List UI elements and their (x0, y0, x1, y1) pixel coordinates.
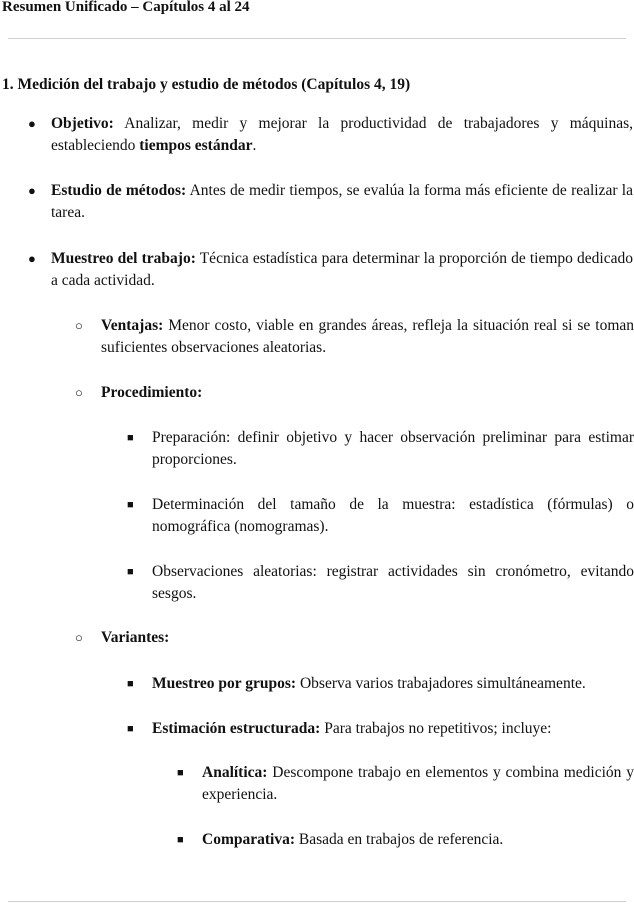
item-text: Descompone trabajo en elementos y combina medición y experiencia. (202, 764, 634, 803)
bottom-divider (8, 901, 626, 902)
list-item-muestreo-grupos (127, 673, 634, 695)
item-label: Analítica: (202, 764, 268, 781)
bullet-circle-icon: ○ (75, 385, 83, 400)
item-label: Muestreo del trabajo: (51, 250, 196, 267)
list-item-variantes (75, 627, 634, 649)
item-text: Preparación: definir objetivo y hacer observación preliminar para estimar proporciones. (152, 429, 634, 468)
item-label: Objetivo: (51, 115, 114, 132)
list-item-objetivo (28, 113, 633, 157)
section-heading: 1. Medición del trabajo y estudio de métodos (Capítulos 4, 19) (2, 76, 411, 93)
bullet-disc-icon: ● (28, 251, 36, 266)
item-text-end: . (252, 137, 257, 154)
list-item-procedimiento (75, 382, 634, 404)
bullet-circle-icon: ○ (75, 630, 83, 645)
item-label: Procedimiento: (101, 384, 203, 401)
item-text: Para trabajos no repetitivos; incluye: (324, 720, 552, 737)
bullet-square-icon: ■ (177, 767, 184, 779)
page-title: Resumen Unificado – Capítulos 4 al 24 (2, 0, 250, 15)
item-text: Observa varios trabajadores simultáneamente. (299, 675, 586, 692)
list-item-observaciones (127, 561, 634, 605)
bullet-disc-icon: ● (28, 183, 36, 198)
item-label: Estimación estructurada: (152, 720, 321, 737)
item-emphasis: tiempos estándar (139, 137, 253, 154)
list-item-comparativa (177, 829, 634, 851)
item-text: Determinación del tamaño de la muestra: estadística (fórmulas) o nomográfica (nomogramas). (152, 496, 634, 535)
bullet-square-icon: ■ (127, 678, 134, 690)
bullet-square-icon: ■ (127, 432, 134, 444)
item-label: Variantes: (101, 629, 170, 646)
item-text: Menor costo, viable en grandes áreas, refleja la situación real si se toman suficientes observaciones aleatorias. (101, 317, 634, 356)
top-divider (8, 38, 626, 39)
list-item-preparacion (127, 427, 634, 471)
item-text: Analizar, medir y mejorar la productividad de trabajadores y máquinas, estableciendo (51, 115, 633, 154)
bullet-square-icon: ■ (127, 499, 134, 511)
item-text: Técnica estadística para determinar la proporción de tiempo dedicado a cada actividad. (51, 250, 633, 289)
item-text: Antes de medir tiempos, se evalúa la forma más eficiente de realizar la tarea. (51, 182, 633, 221)
item-text: Observaciones aleatorias: registrar actividades sin cronómetro, evitando sesgos. (152, 563, 634, 602)
list-item-tamano-muestra (127, 494, 634, 538)
item-label: Estudio de métodos: (51, 182, 187, 199)
item-label: Comparativa: (202, 831, 295, 848)
bullet-circle-icon: ○ (75, 318, 83, 333)
list-item-estimacion-estructurada (127, 718, 634, 740)
bullet-disc-icon: ● (28, 116, 36, 131)
bullet-square-icon: ■ (177, 834, 184, 846)
list-item-analitica (177, 762, 634, 806)
bullet-square-icon: ■ (127, 566, 134, 578)
item-label: Ventajas: (101, 317, 164, 334)
item-text: Basada en trabajos de referencia. (298, 831, 504, 848)
item-label: Muestreo por grupos: (152, 675, 297, 692)
list-item-ventajas (75, 315, 634, 359)
bullet-square-icon: ■ (127, 723, 134, 735)
list-item-estudio-metodos (28, 180, 633, 224)
list-item-muestreo (28, 248, 633, 292)
